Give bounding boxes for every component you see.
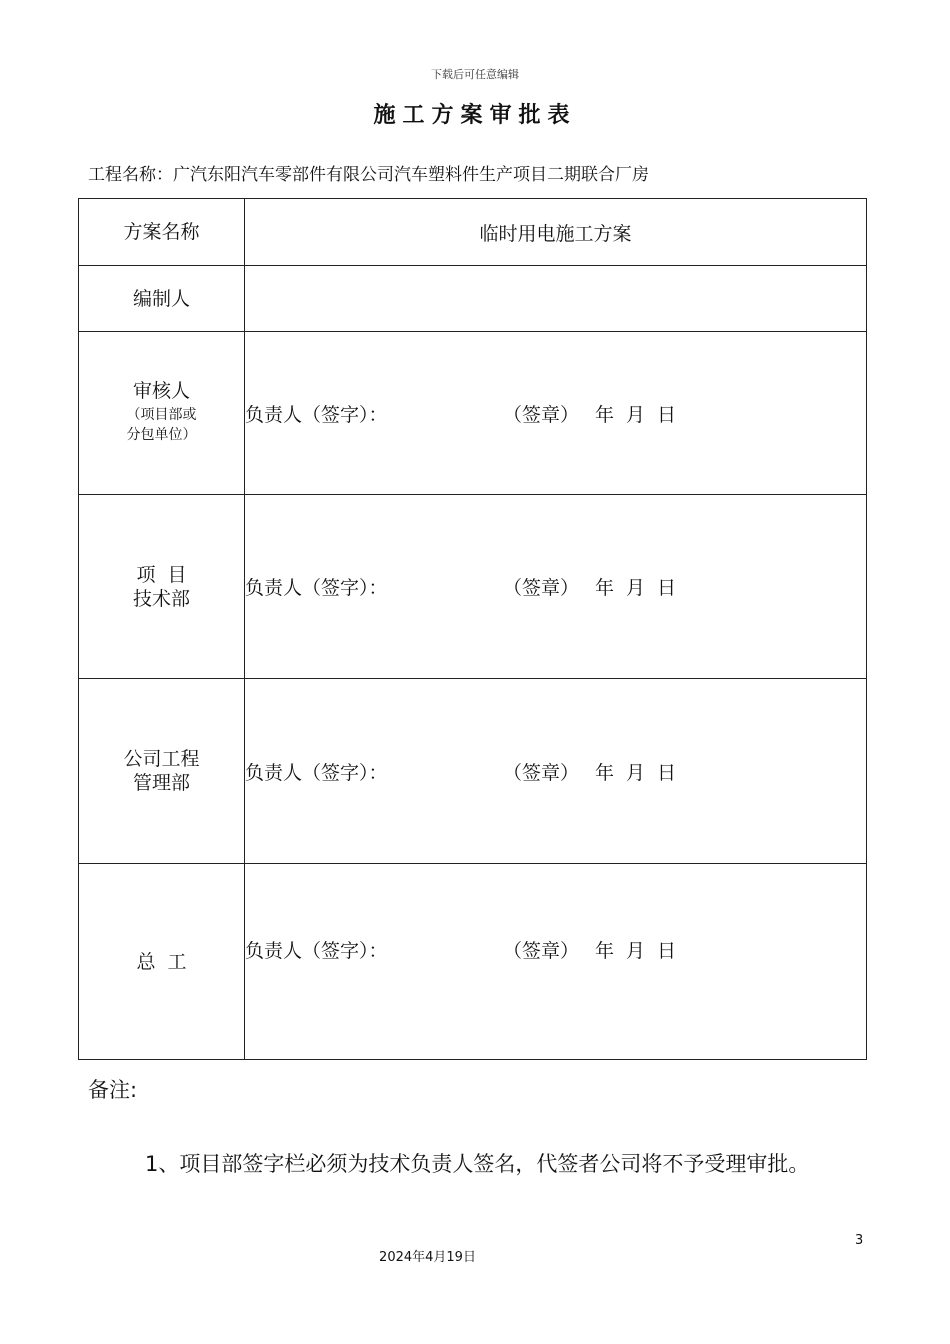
project-label: 工程名称： — [88, 165, 173, 185]
chief-engineer-label: 总 工 — [79, 864, 245, 1060]
table-row-eng-dept — [79, 679, 867, 864]
date-fields — [595, 936, 688, 963]
seal-label: （签章） — [503, 940, 580, 962]
page-title: 施工方案审批表 — [373, 103, 577, 128]
tech-dept-label-line1: 项 目 — [136, 563, 187, 586]
chief-engineer-signature-cell — [245, 864, 867, 1060]
year-label: 年 — [595, 577, 615, 599]
eng-dept-label-cell — [79, 679, 245, 864]
day-label: 日 — [657, 577, 677, 599]
responsible-signature-label: 负责人（签字）： — [245, 577, 388, 599]
footer-date: 2024年4月19日 — [379, 1250, 476, 1265]
eng-dept-label-line1: 公司工程 — [123, 748, 200, 770]
project-name: 广汽东阳汽车零部件有限公司汽车塑料件生产项目二期联合厂房 — [173, 165, 649, 185]
table-row-reviewer — [79, 332, 867, 495]
year-label: 年 — [595, 403, 615, 426]
month-label: 月 — [626, 761, 646, 784]
reviewer-label-cell — [79, 332, 245, 495]
remarks-title: 备注: — [88, 1078, 138, 1102]
date-fields — [595, 573, 688, 600]
table-row-chief-engineer — [79, 864, 867, 1060]
reviewer-sub-label-2: 分包单位） — [126, 427, 197, 443]
tech-dept-signature-cell — [245, 495, 867, 679]
table-row-author — [79, 266, 867, 332]
reviewer-signature-cell — [245, 332, 867, 495]
seal-label: （签章） — [503, 577, 580, 599]
plan-name-value: 临时用电施工方案 — [245, 199, 867, 266]
table-row-tech-dept — [79, 495, 867, 679]
reviewer-sub-label-1: （项目部或 — [126, 407, 197, 423]
author-label: 编制人 — [79, 266, 245, 332]
day-label: 日 — [657, 761, 677, 784]
signature-line — [245, 936, 866, 963]
date-fields — [595, 400, 688, 427]
responsible-signature-label: 负责人（签字）： — [245, 940, 388, 962]
table-row-plan-name — [79, 199, 867, 266]
eng-dept-label-line2: 管理部 — [132, 772, 190, 794]
day-label: 日 — [657, 403, 677, 426]
signature-line — [245, 758, 866, 785]
signature-line — [245, 400, 866, 427]
month-label: 月 — [626, 577, 646, 599]
tech-dept-label-line2: 技术部 — [132, 587, 190, 610]
project-name-line — [88, 160, 649, 185]
date-fields — [595, 758, 688, 785]
signature-line — [245, 573, 866, 600]
page-number: 3 — [855, 1233, 864, 1248]
day-label: 日 — [657, 940, 677, 962]
author-value — [245, 266, 867, 332]
responsible-signature-label: 负责人（签字）： — [245, 403, 388, 426]
remark-item-1: 1、项目部签字栏必须为技术负责人签名，代签者公司将不予受理审批。 — [145, 1152, 810, 1176]
year-label: 年 — [595, 940, 615, 962]
reviewer-label: 审核人 — [132, 380, 190, 402]
eng-dept-signature-cell — [245, 679, 867, 864]
tech-dept-label-cell — [79, 495, 245, 679]
header-note: 下载后可任意编辑 — [431, 68, 519, 81]
seal-label: （签章） — [503, 761, 580, 784]
year-label: 年 — [595, 761, 615, 784]
responsible-signature-label: 负责人（签字）： — [245, 761, 388, 784]
month-label: 月 — [626, 403, 646, 426]
plan-name-label: 方案名称 — [79, 199, 245, 266]
seal-label: （签章） — [503, 403, 580, 426]
approval-table — [78, 198, 867, 1060]
month-label: 月 — [626, 940, 646, 962]
